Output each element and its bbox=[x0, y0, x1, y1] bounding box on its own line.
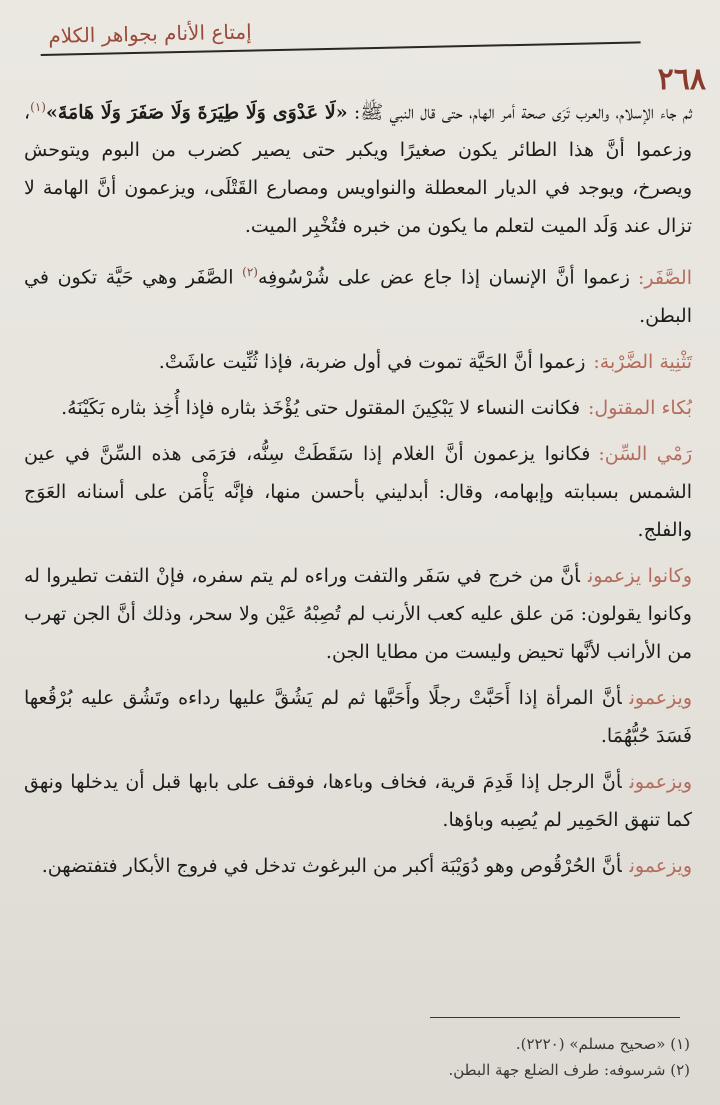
paragraph-6 bbox=[24, 557, 692, 671]
entry-term: تَثْنِية الضَّرْبة: bbox=[593, 350, 692, 373]
entry-term: ويزعمون bbox=[629, 854, 692, 877]
paragraph-9 bbox=[24, 847, 692, 885]
paragraph-text: أنَّ من خرج في سَفَر والتفت وراءه لم يتم سفره، فإنْ التفت تطيروا له وكانوا يقولون: مَن علق عليه كعب الأرنب لم تُصِبْهُ عَيْن ولا سحر، وذلك أنَّ الجن تهرب من الأرانب لأنَّها تحيض وليست من مطايا الجن. bbox=[24, 564, 692, 663]
footnote-ref-2: (٢) bbox=[242, 265, 258, 280]
footnote-1: (١) «صحيح مسلم» (٢٢٢٠). bbox=[515, 1035, 690, 1053]
running-header bbox=[40, 7, 641, 56]
paragraph-text: ثم جاء الإسلام، والعرب تَرَى صحة أمر الهام، حتى قال النبي ﷺ: bbox=[347, 101, 692, 124]
paragraph-text: زعموا أنَّ الحَيَّة تموت في أول ضربة، فإذا ثُنِّيت عاشَتْ. bbox=[158, 350, 586, 373]
page-number: ٢٦٨ bbox=[657, 62, 706, 97]
paragraph-1 bbox=[24, 88, 692, 245]
paragraph-5 bbox=[24, 435, 692, 549]
hadith-quote: «لَا عَدْوَى وَلَا طِيَرَةَ وَلَا صَفَرَ وَلَا هَامَةَ» bbox=[45, 101, 348, 124]
footnotes bbox=[24, 1031, 690, 1083]
paragraph-7 bbox=[24, 679, 692, 755]
footnote-2: (٢) شرسوفه: طرف الضلع جهة البطن. bbox=[448, 1061, 690, 1079]
paragraph-text: فكانوا يزعمون أنَّ الغلام إذا سَقَطَتْ سِنُّه، فرَمَى هذه السِّنَّ في عين الشمس بسبابته وإبهامه، وقال: أبدليني بأحسن منها، فإنَّه يَأْمَن على أسنانه العَوَج والفلج. bbox=[24, 442, 692, 541]
paragraph-text: أنَّ الحُرْقُوص وهو دُوَيْبَة أكبر من البرغوث تدخل في فروج الأبكار فتفتضهن. bbox=[41, 854, 622, 877]
footnote-separator bbox=[430, 1017, 680, 1018]
footnote-ref-1: (١) bbox=[30, 100, 46, 114]
paragraph-text: فكانت النساء لا يَبْكِينَ المقتول حتى يُؤْخَذ بثاره فإذا أُخِذ بثاره بَكَيْنَهُ. bbox=[61, 396, 581, 419]
paragraph-4 bbox=[24, 389, 692, 427]
paragraph-3 bbox=[24, 343, 692, 381]
paragraph-text: زعموا أنَّ الإنسان إذا جاع عض على شُرْسُوفِه bbox=[257, 266, 630, 289]
entry-term: الصَّفَر: bbox=[637, 266, 692, 289]
paragraph-text: أنَّ الرجل إذا قَدِمَ قرية، فخاف وباءها، فوقف على بابها قبل أن يدخلها ونهق كما تنهق الحَمِير لم يُصِبه وباؤها. bbox=[24, 770, 692, 831]
entry-term: رَمْي السِّن: bbox=[598, 442, 692, 465]
entry-term: ويزعمون bbox=[629, 770, 692, 793]
paragraph-text: الصَّفَر وهي حَيَّة تكون في البطن. bbox=[24, 266, 692, 327]
book-title: إمتاع الأنام بجواهر الكلام bbox=[48, 19, 252, 48]
page-body bbox=[24, 88, 692, 893]
paragraph-8 bbox=[24, 763, 692, 839]
entry-term: وكانوا يزعمون bbox=[587, 564, 693, 587]
paragraph-2 bbox=[24, 253, 692, 334]
paragraph-text: أنَّ المرأة إذا أَحَبَّتْ رجلًا وأَحَبَّها ثم لم يَشُقَّ عليها رداءه وتَشُق عليه بُرْقُعها فَسَدَ حُبُّهُمَا. bbox=[24, 686, 692, 747]
entry-term: بُكاء المقتول: bbox=[588, 396, 692, 419]
paragraph-text: ، وزعموا أنَّ هذا الطائر يكون صغيرًا ويكبر حتى يصير كضرب من البوم ويتوحش ويصرخ، ويوجد في الديار المعطلة والنواويس ومصارع القَتْلَى، ويزعمون أنَّ الهامة لا تزال عند وَلَد الميت لتعلم ما يكون من خبره فتُخْبِر الميت. bbox=[24, 101, 692, 238]
entry-term: ويزعمون bbox=[629, 686, 692, 709]
